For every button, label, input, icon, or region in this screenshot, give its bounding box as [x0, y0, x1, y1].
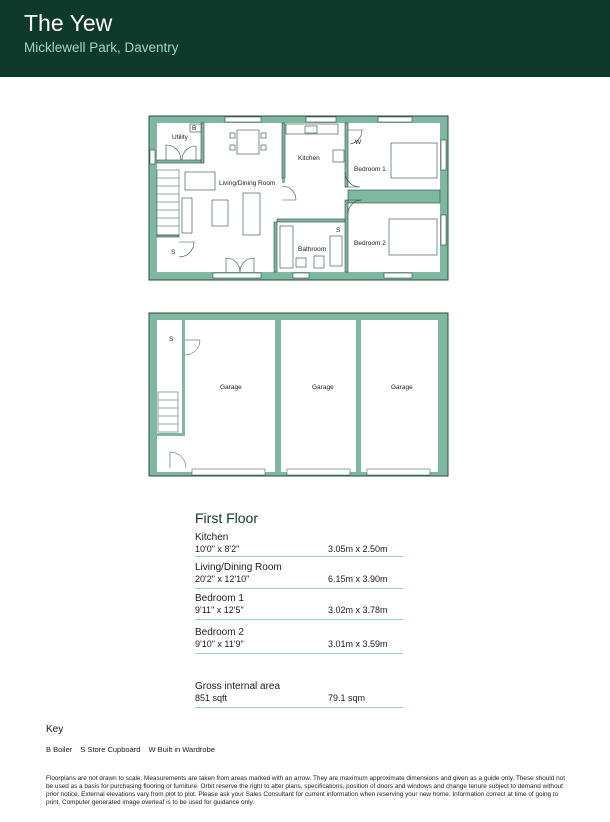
garage1-area: [185, 320, 275, 472]
room-row-bedroom1: [195, 593, 403, 620]
label-store-lower: S: [171, 249, 176, 256]
garage3-area: [361, 320, 438, 472]
gross-area-label: Gross internal area: [195, 681, 281, 692]
label-kitchen: Kitchen: [298, 155, 320, 162]
room-metric: 3.05m x 2.50m: [328, 544, 388, 554]
key-item-store: S Store Cupboard: [80, 745, 141, 754]
page-subtitle: Micklewell Park, Daventry: [24, 40, 179, 55]
label-bathroom: Bathroom: [298, 246, 327, 253]
gross-metric: 79.1 sqm: [328, 693, 366, 703]
room-metric: 6.15m x 3.90m: [328, 574, 388, 584]
key-item-wardrobe: W Built in Wardrobe: [148, 745, 215, 754]
floor-title: First Floor: [195, 510, 258, 526]
room-imperial: 9'11" x 12'5": [195, 605, 244, 615]
label-garage1: Garage: [220, 384, 242, 391]
disclaimer-text: Floorplans are not drawn to scale. Measurements are taken from areas marked with an arrow. They are maximum approximate dimensions and given as a guide only. These should not be used as a basis for purchasing flooring or furniture. Orbit reserve the right to alter plans, specifications, position of doors and windows and change tenure subject to demand without prior notice. External elevations vary from plot to plot. Please ask your Sales Consultant for current information when reserving your new home. Information correct at time of going to print. Computer generated image overleaf is to be used for guidance only.: [46, 775, 565, 807]
room-name: Bedroom 2: [195, 627, 244, 638]
label-store-upper: S: [336, 227, 341, 234]
room-imperial: 9'10" x 11'9": [195, 639, 244, 649]
gross-imperial: 851 sqft: [195, 693, 228, 703]
room-row-bedroom2: [195, 627, 403, 654]
label-living-dining: Living/Dining Room: [219, 180, 276, 187]
ground-floor-plan: [149, 313, 448, 476]
key-title: Key: [46, 724, 64, 735]
label-bedroom2: Bedroom 2: [354, 240, 386, 247]
first-floor-plan: [149, 116, 448, 280]
key-list: [46, 745, 221, 754]
room-imperial: 10'0" x 8'2": [195, 544, 240, 554]
room-row-living: [195, 562, 403, 589]
room-metric: 3.02m x 3.78m: [328, 605, 388, 615]
landing-area: [282, 183, 348, 222]
room-name: Living/Dining Room: [195, 562, 282, 573]
key-item-boiler: B Boiler: [46, 745, 73, 754]
label-store-ground: S: [169, 336, 174, 343]
room-name: Bedroom 1: [195, 593, 244, 604]
room-name: Kitchen: [195, 532, 229, 543]
label-utility: Utility: [172, 134, 188, 141]
room-row-gross: [195, 681, 403, 708]
label-garage2: Garage: [312, 384, 334, 391]
label-boiler: B: [192, 125, 197, 132]
garage2-area: [281, 320, 356, 472]
label-garage3: Garage: [391, 384, 413, 391]
page-title: The Yew: [24, 10, 113, 36]
label-wardrobe: W: [355, 139, 362, 146]
room-metric: 3.01m x 3.59m: [328, 639, 388, 649]
room-imperial: 20'2" x 12'10": [195, 574, 250, 584]
room-row-kitchen: [195, 532, 403, 557]
label-bedroom1: Bedroom 1: [354, 166, 386, 173]
